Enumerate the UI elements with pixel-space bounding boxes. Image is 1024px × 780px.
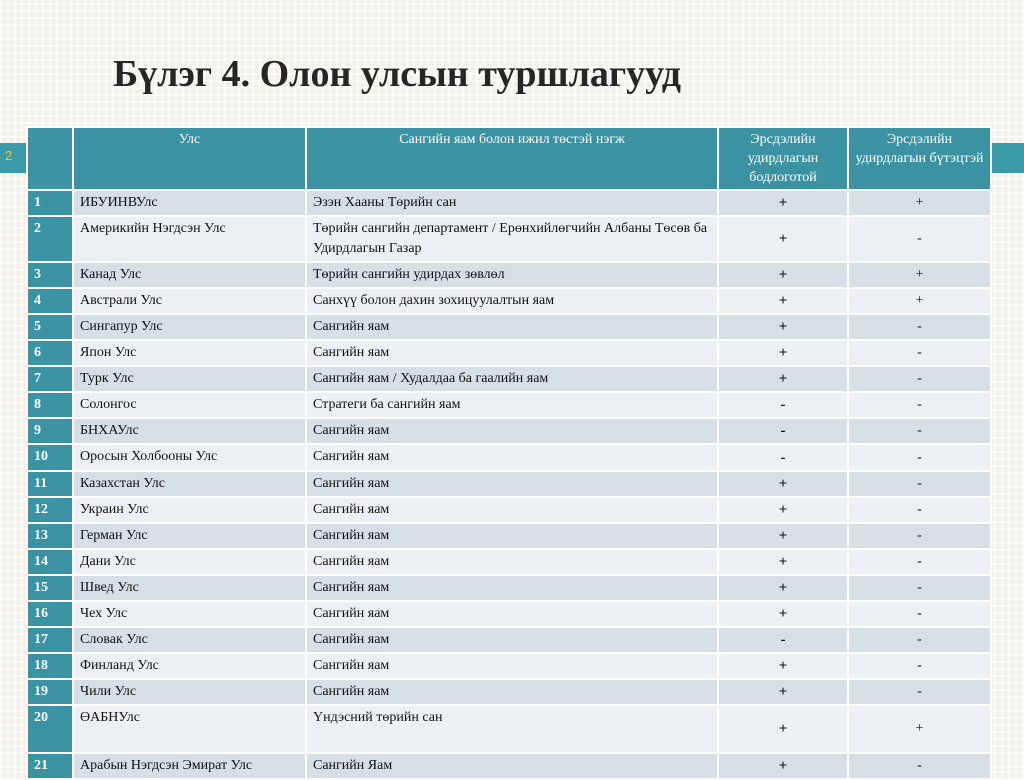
row-number: 2 <box>27 216 73 262</box>
entity-cell: Сангийн Яам <box>306 753 718 779</box>
policy-cell: + <box>718 262 848 288</box>
structure-cell: - <box>848 523 991 549</box>
table-row <box>27 549 991 575</box>
accent-bar-left <box>0 143 26 173</box>
entity-cell: Сангийн яам <box>306 523 718 549</box>
row-number: 4 <box>27 288 73 314</box>
structure-cell: + <box>848 190 991 216</box>
header-number <box>27 127 73 190</box>
table-row <box>27 575 991 601</box>
structure-cell: - <box>848 216 991 262</box>
row-number: 11 <box>27 471 73 497</box>
entity-cell: Сангийн яам <box>306 340 718 366</box>
country-cell: Финланд Улс <box>73 653 306 679</box>
table-row <box>27 262 991 288</box>
structure-cell: - <box>848 418 991 444</box>
structure-cell: - <box>848 679 991 705</box>
comparison-table <box>26 126 992 780</box>
policy-cell: + <box>718 653 848 679</box>
country-cell: Чех Улс <box>73 601 306 627</box>
policy-cell: - <box>718 418 848 444</box>
policy-cell: + <box>718 575 848 601</box>
country-cell: ИБУИНВУлс <box>73 190 306 216</box>
entity-cell: Үндэсний төрийн сан <box>306 705 718 753</box>
entity-cell: Сангийн яам <box>306 471 718 497</box>
country-cell: Солонгос <box>73 392 306 418</box>
table-row <box>27 216 991 262</box>
table-row <box>27 471 991 497</box>
entity-cell: Эзэн Хааны Төрийн сан <box>306 190 718 216</box>
policy-cell: + <box>718 705 848 753</box>
policy-cell: + <box>718 366 848 392</box>
country-cell: Оросын Холбооны Улс <box>73 444 306 471</box>
structure-cell: - <box>848 444 991 471</box>
policy-cell: - <box>718 392 848 418</box>
entity-cell: Санхүү болон дахин зохицуулалтын яам <box>306 288 718 314</box>
row-number: 17 <box>27 627 73 653</box>
row-number: 15 <box>27 575 73 601</box>
structure-cell: - <box>848 549 991 575</box>
entity-cell: Сангийн яам <box>306 679 718 705</box>
row-number: 5 <box>27 314 73 340</box>
table-row <box>27 190 991 216</box>
accent-bar-right <box>990 143 1024 173</box>
policy-cell: + <box>718 190 848 216</box>
table-row <box>27 679 991 705</box>
structure-cell: + <box>848 288 991 314</box>
table-row <box>27 392 991 418</box>
entity-cell: Сангийн яам <box>306 444 718 471</box>
row-number: 20 <box>27 705 73 753</box>
country-cell: Словак Улс <box>73 627 306 653</box>
entity-cell: Сангийн яам <box>306 627 718 653</box>
country-cell: Япон Улс <box>73 340 306 366</box>
entity-cell: Сангийн яам <box>306 497 718 523</box>
structure-cell: - <box>848 627 991 653</box>
table-row <box>27 753 991 779</box>
header-risk-structure: Эрсдэлийн удирдлагын бүтэцтэй <box>848 127 991 190</box>
table-row <box>27 627 991 653</box>
entity-cell: Сангийн яам <box>306 575 718 601</box>
country-cell: Украин Улс <box>73 497 306 523</box>
country-cell: Герман Улс <box>73 523 306 549</box>
table-row <box>27 288 991 314</box>
policy-cell: - <box>718 627 848 653</box>
row-number: 10 <box>27 444 73 471</box>
header-country: Улс <box>73 127 306 190</box>
entity-cell: Сангийн яам <box>306 653 718 679</box>
entity-cell: Сангийн яам <box>306 549 718 575</box>
row-number: 8 <box>27 392 73 418</box>
structure-cell: - <box>848 575 991 601</box>
slide-title: Бүлэг 4. Олон улсын туршлагууд <box>113 53 681 95</box>
structure-cell: - <box>848 653 991 679</box>
country-cell: Дани Улс <box>73 549 306 575</box>
table-row <box>27 340 991 366</box>
table-row <box>27 497 991 523</box>
policy-cell: + <box>718 340 848 366</box>
country-cell: Сингапур Улс <box>73 314 306 340</box>
country-cell: Америкийн Нэгдсэн Улс <box>73 216 306 262</box>
slide-number: 2 <box>5 148 13 163</box>
entity-cell: Сангийн яам <box>306 601 718 627</box>
country-cell: БНХАУлс <box>73 418 306 444</box>
header-row <box>27 127 991 190</box>
entity-cell: Сангийн яам <box>306 418 718 444</box>
structure-cell: - <box>848 753 991 779</box>
row-number: 18 <box>27 653 73 679</box>
policy-cell: - <box>718 444 848 471</box>
row-number: 14 <box>27 549 73 575</box>
country-cell: ӨАБНУлс <box>73 705 306 753</box>
structure-cell: - <box>848 366 991 392</box>
row-number: 7 <box>27 366 73 392</box>
table-row <box>27 314 991 340</box>
table-row <box>27 366 991 392</box>
row-number: 13 <box>27 523 73 549</box>
policy-cell: + <box>718 314 848 340</box>
structure-cell: - <box>848 471 991 497</box>
country-cell: Австрали Улс <box>73 288 306 314</box>
row-number: 16 <box>27 601 73 627</box>
country-cell: Казахстан Улс <box>73 471 306 497</box>
entity-cell: Стратеги ба сангийн яам <box>306 392 718 418</box>
entity-cell: Төрийн сангийн департамент / Ерөнхийлөгчийн Албаны Төсөв ба Удирдлагын Газар <box>306 216 718 262</box>
structure-cell: - <box>848 497 991 523</box>
country-cell: Швед Улс <box>73 575 306 601</box>
row-number: 19 <box>27 679 73 705</box>
header-entity: Сангийн яам болон ижил төстэй нэгж <box>306 127 718 190</box>
table-row <box>27 601 991 627</box>
row-number: 1 <box>27 190 73 216</box>
table-header <box>27 127 991 190</box>
row-number: 3 <box>27 262 73 288</box>
entity-cell: Сангийн яам <box>306 314 718 340</box>
country-cell: Чили Улс <box>73 679 306 705</box>
row-number: 12 <box>27 497 73 523</box>
policy-cell: + <box>718 679 848 705</box>
structure-cell: + <box>848 705 991 753</box>
entity-cell: Төрийн сангийн удирдах зөвлөл <box>306 262 718 288</box>
country-cell: Канад Улс <box>73 262 306 288</box>
policy-cell: + <box>718 753 848 779</box>
row-number: 21 <box>27 753 73 779</box>
table-row <box>27 523 991 549</box>
policy-cell: + <box>718 497 848 523</box>
structure-cell: - <box>848 601 991 627</box>
structure-cell: - <box>848 392 991 418</box>
table-row <box>27 705 991 753</box>
policy-cell: + <box>718 216 848 262</box>
header-risk-policy: Эрсдэлийн удирдлагын бодлоготой <box>718 127 848 190</box>
row-number: 6 <box>27 340 73 366</box>
structure-cell: - <box>848 340 991 366</box>
table-row <box>27 418 991 444</box>
policy-cell: + <box>718 288 848 314</box>
structure-cell: - <box>848 314 991 340</box>
country-cell: Арабын Нэгдсэн Эмират Улс <box>73 753 306 779</box>
table-row <box>27 653 991 679</box>
policy-cell: + <box>718 549 848 575</box>
policy-cell: + <box>718 471 848 497</box>
table-body <box>27 190 991 779</box>
policy-cell: + <box>718 523 848 549</box>
row-number: 9 <box>27 418 73 444</box>
policy-cell: + <box>718 601 848 627</box>
entity-cell: Сангийн яам / Худалдаа ба гаалийн яам <box>306 366 718 392</box>
country-cell: Турк Улс <box>73 366 306 392</box>
table-row <box>27 444 991 471</box>
structure-cell: + <box>848 262 991 288</box>
